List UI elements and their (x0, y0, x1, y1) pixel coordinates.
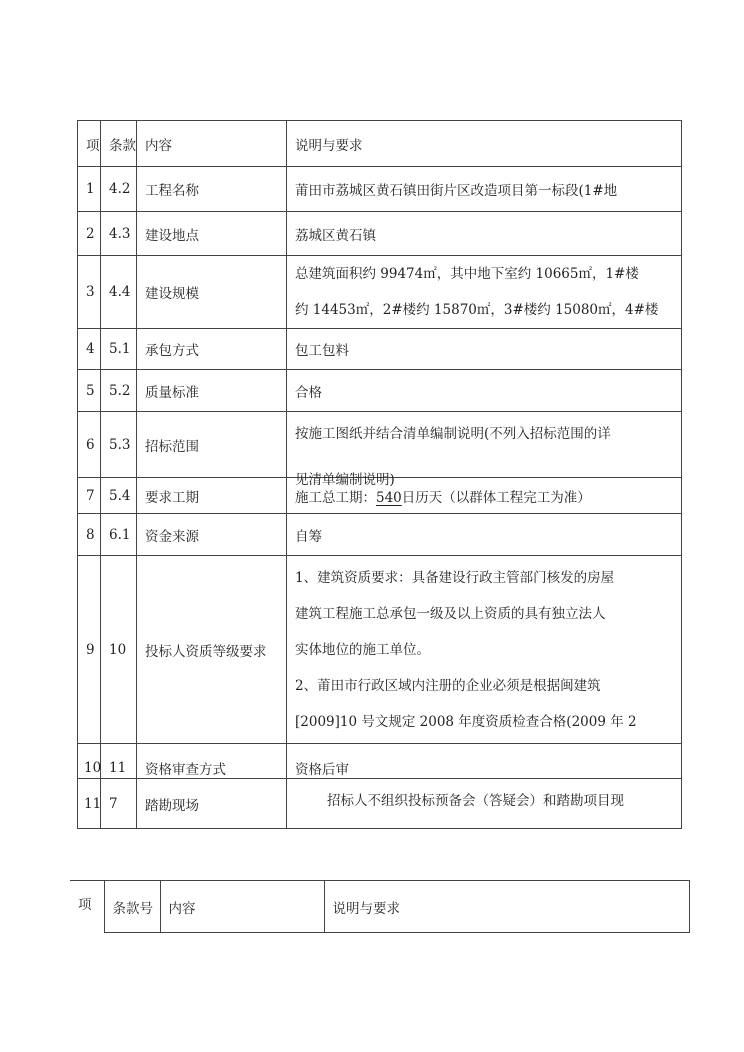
row-desc (287, 256, 682, 329)
bid-info-table-continued (70, 880, 690, 933)
table-row (78, 370, 682, 412)
row-item: 质量标准 (137, 370, 287, 412)
row-item: 建设规模 (137, 256, 287, 329)
desc-text: 日历天（以群体工程完工为准） (401, 489, 591, 506)
row-clause: 11 (101, 744, 137, 779)
row-item: 资格审查方式 (137, 744, 287, 779)
header-cell: 条款 (101, 121, 137, 167)
desc-text: 施工总工期： (295, 489, 376, 506)
header-cell: 说明与要求 (324, 881, 690, 933)
row-clause: 5.4 (101, 478, 137, 514)
row-item: 招标范围 (137, 412, 287, 478)
row-desc: 合格 (287, 370, 682, 412)
row-item: 投标人资质等级要求 (137, 556, 287, 744)
desc-line: 实体地位的施工单位。 (295, 641, 430, 658)
row-number: 5 (78, 370, 101, 412)
row-desc (287, 556, 682, 744)
header-cell: 说明与要求 (287, 121, 682, 167)
row-clause: 5.1 (101, 329, 137, 370)
row-clause: 4.4 (101, 256, 137, 329)
table-row (78, 514, 682, 556)
row-number: 7 (78, 478, 101, 514)
row-number: 11 (78, 779, 101, 829)
row-item: 踏勘现场 (137, 779, 287, 829)
desc-line: 总建筑面积约 99474㎡，其中地下室约 10665㎡，1#楼 (295, 266, 639, 282)
row-number: 1 (78, 167, 101, 212)
table-header-row (78, 121, 682, 167)
row-item: 资金来源 (137, 514, 287, 556)
table-row (78, 329, 682, 370)
desc-line: 按施工图纸并结合清单编制说明(不列入招标范围的详 (295, 426, 611, 442)
header-cell: 条款号 (104, 881, 160, 933)
header-cell: 项 (78, 121, 101, 167)
desc-line: 约 14453㎡，2#楼约 15870㎡，3#楼约 15080㎡，4#楼 (295, 302, 659, 318)
row-clause: 5.2 (101, 370, 137, 412)
row-item: 要求工期 (137, 478, 287, 514)
row-number: 4 (78, 329, 101, 370)
row-number: 3 (78, 256, 101, 329)
row-desc: 招标人不组织投标预备会（答疑会）和踏勘项目现 (287, 779, 682, 829)
bid-info-table (77, 120, 682, 829)
header-cell: 内容 (137, 121, 287, 167)
row-clause: 6.1 (101, 514, 137, 556)
table-header-row (70, 881, 690, 933)
row-number: 9 (78, 556, 101, 744)
row-clause: 10 (101, 556, 137, 744)
header-cell: 项 (70, 881, 104, 933)
row-number: 10 (78, 744, 101, 779)
desc-line: 建筑工程施工总承包一级及以上资质的具有独立法人 (295, 605, 606, 622)
table-row (78, 744, 682, 779)
row-desc: 自筹 (287, 514, 682, 556)
row-number: 6 (78, 412, 101, 478)
duration-days: 540 (376, 489, 402, 506)
table-row (78, 256, 682, 329)
row-clause: 4.3 (101, 212, 137, 256)
row-desc: 包工包料 (287, 329, 682, 370)
row-item: 承包方式 (137, 329, 287, 370)
row-desc: 荔城区黄石镇 (287, 212, 682, 256)
table-row (78, 167, 682, 212)
table-row (78, 212, 682, 256)
row-item: 工程名称 (137, 167, 287, 212)
row-desc: 莆田市荔城区黄石镇田街片区改造项目第一标段(1#地 (287, 167, 682, 212)
desc-line: 2、莆田市行政区域内注册的企业必须是根据闽建筑 (295, 677, 601, 694)
table-row (78, 556, 682, 744)
row-clause: 7 (101, 779, 137, 829)
row-item: 建设地点 (137, 212, 287, 256)
desc-line: 1、建筑资质要求：具备建设行政主管部门核发的房屋 (295, 569, 615, 586)
row-number: 2 (78, 212, 101, 256)
row-clause: 4.2 (101, 167, 137, 212)
row-desc: 资格后审 (287, 744, 682, 779)
table-row (78, 412, 682, 478)
header-cell: 内容 (160, 881, 324, 933)
desc-line: 见清单编制说明) (295, 472, 395, 488)
row-clause: 5.3 (101, 412, 137, 478)
desc-line: [2009]10 号文规定 2008 年度资质检查合格(2009 年 2 (295, 713, 637, 730)
row-desc (287, 412, 682, 488)
table-row (78, 779, 682, 829)
row-number: 8 (78, 514, 101, 556)
